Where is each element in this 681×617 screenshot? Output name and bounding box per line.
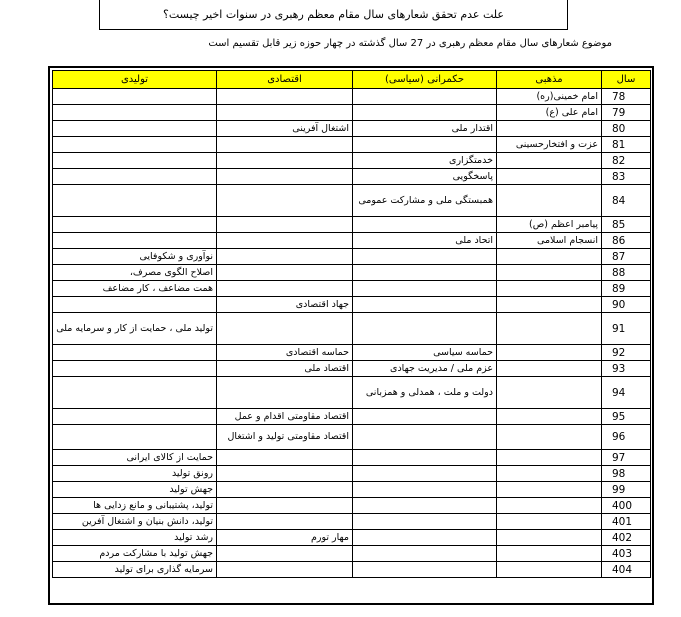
cell-year: 88: [602, 265, 651, 281]
cell-economic: [217, 546, 353, 562]
cell-economic: [217, 482, 353, 498]
cell-year: 404: [602, 562, 651, 578]
cell-year: 93: [602, 361, 651, 377]
header-religious: مذهبی: [497, 71, 602, 89]
cell-religious: [497, 361, 602, 377]
table-body: [53, 89, 651, 578]
slogans-table: [52, 70, 651, 578]
header-production: تولیدی: [53, 71, 217, 89]
cell-economic: [217, 137, 353, 153]
cell-economic: اقتصاد ملی: [217, 361, 353, 377]
cell-economic: [217, 265, 353, 281]
cell-year: 79: [602, 105, 651, 121]
cell-religious: [497, 409, 602, 425]
cell-economic: [217, 498, 353, 514]
cell-economic: جهاد اقتصادی: [217, 297, 353, 313]
cell-production: [53, 169, 217, 185]
cell-governance: [353, 217, 497, 233]
cell-governance: [353, 482, 497, 498]
cell-production: [53, 425, 217, 450]
cell-religious: [497, 377, 602, 409]
cell-production: [53, 361, 217, 377]
cell-religious: [497, 345, 602, 361]
cell-production: تولید، دانش بنیان و اشتغال آفرین: [53, 514, 217, 530]
cell-production: [53, 121, 217, 137]
cell-production: [53, 345, 217, 361]
table-row: [53, 409, 651, 425]
cell-religious: امام خمینی(ره): [497, 89, 602, 105]
cell-economic: حماسه اقتصادی: [217, 345, 353, 361]
cell-governance: عزم ملی / مدیریت جهادی: [353, 361, 497, 377]
table-row: [53, 498, 651, 514]
cell-economic: مهار تورم: [217, 530, 353, 546]
table-row: [53, 169, 651, 185]
table-row: [53, 297, 651, 313]
cell-religious: [497, 313, 602, 345]
cell-production: همت مضاعف ، کار مضاعف: [53, 281, 217, 297]
cell-production: [53, 89, 217, 105]
cell-religious: [497, 562, 602, 578]
cell-religious: عزت و افتخارحسینی: [497, 137, 602, 153]
cell-religious: [497, 265, 602, 281]
cell-governance: دولت و ملت ، همدلی و همزبانی: [353, 377, 497, 409]
cell-religious: [497, 482, 602, 498]
cell-year: 401: [602, 514, 651, 530]
cell-year: 92: [602, 345, 651, 361]
cell-year: 83: [602, 169, 651, 185]
cell-production: سرمایه گذاری برای تولید: [53, 562, 217, 578]
cell-governance: اقتدار ملی: [353, 121, 497, 137]
cell-year: 402: [602, 530, 651, 546]
cell-religious: [497, 466, 602, 482]
cell-economic: [217, 466, 353, 482]
cell-religious: [497, 530, 602, 546]
table-row: [53, 105, 651, 121]
cell-governance: [353, 297, 497, 313]
cell-religious: [497, 297, 602, 313]
table-row: [53, 361, 651, 377]
cell-year: 89: [602, 281, 651, 297]
cell-production: رشد تولید: [53, 530, 217, 546]
table-row: [53, 530, 651, 546]
table-row: [53, 281, 651, 297]
cell-economic: [217, 313, 353, 345]
table-row: [53, 546, 651, 562]
cell-year: 86: [602, 233, 651, 249]
cell-year: 400: [602, 498, 651, 514]
cell-religious: [497, 425, 602, 450]
cell-religious: امام علی (ع): [497, 105, 602, 121]
cell-governance: [353, 89, 497, 105]
cell-religious: [497, 514, 602, 530]
cell-year: 99: [602, 482, 651, 498]
cell-production: [53, 105, 217, 121]
cell-economic: [217, 153, 353, 169]
cell-economic: [217, 249, 353, 265]
cell-year: 90: [602, 297, 651, 313]
page-title: علت عدم تحقق شعارهای سال مقام معظم رهبری در سنوات اخیر چیست؟: [99, 0, 568, 30]
cell-governance: [353, 514, 497, 530]
cell-production: جهش تولید: [53, 482, 217, 498]
cell-production: [53, 409, 217, 425]
cell-year: 98: [602, 466, 651, 482]
cell-year: 95: [602, 409, 651, 425]
table-row: [53, 121, 651, 137]
cell-economic: [217, 89, 353, 105]
slogans-sheet: [48, 66, 654, 605]
table-row: [53, 217, 651, 233]
table-row: [53, 265, 651, 281]
cell-governance: اتحاد ملی: [353, 233, 497, 249]
cell-governance: پاسخگویی: [353, 169, 497, 185]
header-year: سال: [602, 71, 651, 89]
cell-production: [53, 233, 217, 249]
cell-production: رونق تولید: [53, 466, 217, 482]
cell-production: حمایت از کالای ایرانی: [53, 450, 217, 466]
cell-economic: [217, 217, 353, 233]
page-subtitle: موضوع شعارهای سال مقام معظم رهبری در 27 سال گذشته در چهار حوزه زیر قابل تقسیم است: [208, 38, 612, 49]
cell-governance: حماسه سیاسی: [353, 345, 497, 361]
cell-production: [53, 185, 217, 217]
cell-economic: اقتصاد مقاومتی اقدام و عمل: [217, 409, 353, 425]
table-row: [53, 345, 651, 361]
table-row: [53, 450, 651, 466]
cell-year: 96: [602, 425, 651, 450]
cell-economic: [217, 233, 353, 249]
table-row: [53, 425, 651, 450]
cell-year: 85: [602, 217, 651, 233]
table-row: [53, 377, 651, 409]
cell-economic: اشتغال آفرینی: [217, 121, 353, 137]
cell-governance: [353, 313, 497, 345]
cell-governance: [353, 466, 497, 482]
header-governance: حکمرانی (سیاسی): [353, 71, 497, 89]
cell-governance: [353, 425, 497, 450]
table-row: [53, 562, 651, 578]
cell-production: [53, 377, 217, 409]
cell-production: [53, 153, 217, 169]
cell-governance: [353, 409, 497, 425]
cell-governance: [353, 249, 497, 265]
cell-governance: [353, 450, 497, 466]
cell-religious: [497, 249, 602, 265]
table-row: [53, 514, 651, 530]
cell-religious: [497, 185, 602, 217]
cell-year: 91: [602, 313, 651, 345]
cell-economic: اقتصاد مقاومتی تولید و اشتغال: [217, 425, 353, 450]
cell-production: [53, 137, 217, 153]
table-row: [53, 482, 651, 498]
cell-religious: [497, 546, 602, 562]
cell-production: نوآوری و شکوفایی: [53, 249, 217, 265]
cell-production: اصلاح الگوی مصرف،: [53, 265, 217, 281]
header-economic: اقتصادی: [217, 71, 353, 89]
cell-year: 81: [602, 137, 651, 153]
cell-governance: [353, 562, 497, 578]
cell-production: [53, 297, 217, 313]
cell-religious: پیامبر اعظم (ص): [497, 217, 602, 233]
table-header-row: [53, 71, 651, 89]
cell-economic: [217, 281, 353, 297]
cell-governance: همبستگی ملی و مشارکت عمومی: [353, 185, 497, 217]
cell-year: 78: [602, 89, 651, 105]
cell-governance: [353, 105, 497, 121]
cell-year: 80: [602, 121, 651, 137]
cell-production: تولید ملی ، حمایت از کار و سرمایه ملی: [53, 313, 217, 345]
cell-production: [53, 217, 217, 233]
cell-economic: [217, 562, 353, 578]
table-row: [53, 466, 651, 482]
cell-economic: [217, 377, 353, 409]
cell-economic: [217, 514, 353, 530]
cell-governance: [353, 546, 497, 562]
cell-year: 82: [602, 153, 651, 169]
table-row: [53, 249, 651, 265]
table-row: [53, 137, 651, 153]
cell-religious: [497, 498, 602, 514]
cell-governance: [353, 530, 497, 546]
table-row: [53, 185, 651, 217]
cell-governance: [353, 137, 497, 153]
cell-economic: [217, 169, 353, 185]
cell-religious: انسجام اسلامی: [497, 233, 602, 249]
cell-religious: [497, 281, 602, 297]
cell-governance: [353, 281, 497, 297]
cell-religious: [497, 169, 602, 185]
cell-governance: خدمتگزاری: [353, 153, 497, 169]
cell-religious: [497, 450, 602, 466]
cell-governance: [353, 498, 497, 514]
cell-economic: [217, 450, 353, 466]
cell-religious: [497, 121, 602, 137]
table-row: [53, 233, 651, 249]
table-row: [53, 313, 651, 345]
cell-religious: [497, 153, 602, 169]
cell-year: 84: [602, 185, 651, 217]
cell-year: 87: [602, 249, 651, 265]
table-row: [53, 89, 651, 105]
cell-year: 94: [602, 377, 651, 409]
cell-production: تولید، پشتیبانی و مانع زدایی ها: [53, 498, 217, 514]
cell-governance: [353, 265, 497, 281]
cell-economic: [217, 105, 353, 121]
table-row: [53, 153, 651, 169]
cell-year: 403: [602, 546, 651, 562]
cell-production: جهش تولید با مشارکت مردم: [53, 546, 217, 562]
cell-economic: [217, 185, 353, 217]
cell-year: 97: [602, 450, 651, 466]
